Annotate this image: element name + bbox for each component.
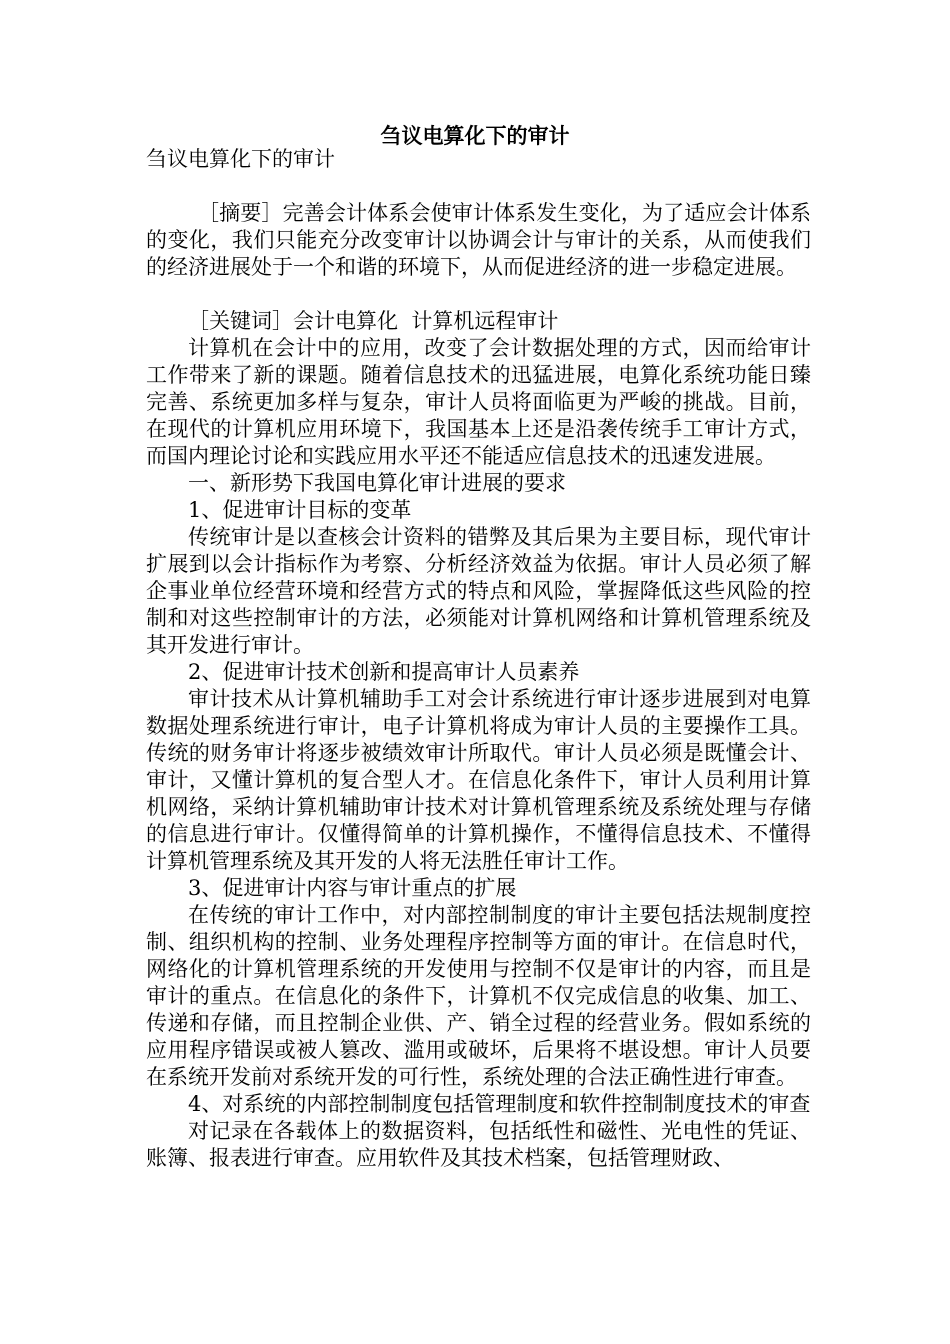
section-heading: 一、新形势下我国电算化审计进展的要求 <box>188 471 566 495</box>
paragraph-gap <box>146 281 811 308</box>
subsection-heading-2: 2、促进审计技术创新和提高审计人员素养 <box>188 660 580 684</box>
intro-paragraph: 计算机在会计中的应用，改变了会计数据处理的方式，因而给审计工作带来了新的课题。随着信息技术的迅猛进展，电算化系统功能日臻完善、系统更加多样与复杂，审计人员将面临更为严峻的挑战。目前，在现代的计算机应用环境下，我国基本上还是沿袭传统手工审计方式，而国内理论讨论和实践应用水平还不能适应信息技术的迅速发进展。 <box>146 336 811 468</box>
subsection-heading-4: 4、对系统的内部控制制度包括管理制度和软件控制制度技术的审查 <box>188 1092 811 1116</box>
subsection-body-2: 审计技术从计算机辅助手工对会计系统进行审计逐步进展到对电算数据处理系统进行审计，电子计算机将成为审计人员的主要操作工具。传统的财务审计将逐步被绩效审计所取代。审计人员必须是既懂会计、审计，又懂计算机的复合型人才。在信息化条件下，审计人员利用计算机网络，采纳计算机辅助审计技术对计算机管理系统及系统处理与存储的信息进行审计。仅懂得简单的计算机操作，不懂得信息技术、不懂得计算机管理系统及其开发的人将无法胜任审计工作。 <box>146 687 811 873</box>
document-title: 刍议电算化下的审计 <box>380 124 570 148</box>
subsection-body-3: 在传统的审计工作中，对内部控制制度的审计主要包括法规制度控制、组织机构的控制、业务处理程序控制等方面的审计。在信息时代，网络化的计算机管理系统的开发使用与控制不仅是审计的内容，而且是审计的重点。在信息化的条件下，计算机不仅完成信息的收集、加工、传递和存储，而且控制企业供、产、销全过程的经营业务。假如系统的应用程序错误或被人篡改、滥用或破坏，后果将不堪设想。审计人员要在系统开发前对系统开发的可行性，系统处理的合法正确性进行审查。 <box>146 903 811 1089</box>
subsection-body-4: 对记录在各载体上的数据资料，包括纸性和磁性、光电性的凭证、账簿、报表进行审查。应用软件及其技术档案，包括管理财政、 <box>146 1119 811 1170</box>
paragraph-gap <box>146 173 811 200</box>
subsection-heading-3: 3、促进审计内容与审计重点的扩展 <box>188 876 517 900</box>
abstract-paragraph: ［摘要］完善会计体系会使审计体系发生变化，为了适应会计体系的变化，我们只能充分改变审计以协调会计与审计的关系，从而使我们的经济进展处于一个和谐的环境下，从而促进经济的进一步稳定进展。 <box>146 201 811 279</box>
document-subtitle: 刍议电算化下的审计 <box>146 147 335 171</box>
subsection-body-1: 传统审计是以查核会计资料的错弊及其后果为主要目标，现代审计扩展到以会计指标作为考察、分析经济效益为依据。审计人员必须了解企事业单位经营环境和经营方式的特点和风险，掌握降低这些风险的控制和对这些控制审计的方法，必须能对计算机网络和计算机管理系统及其开发进行审计。 <box>146 525 811 657</box>
subsection-heading-1: 1、促进审计目标的变革 <box>188 498 412 522</box>
keywords-line: ［关键词］会计电算化 计算机远程审计 <box>188 309 559 333</box>
document-body <box>146 146 811 1172</box>
